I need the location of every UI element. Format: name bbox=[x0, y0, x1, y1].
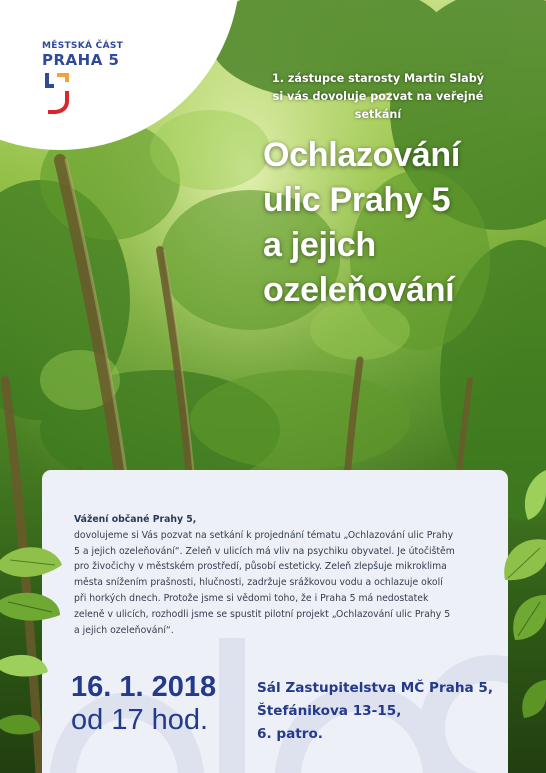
event-date: 16. 1. 2018 bbox=[71, 671, 217, 703]
body-text bbox=[74, 512, 494, 638]
body-line: dovolujeme si Vás pozvat na setkání k projednání tématu „Ochlazování ulic Prahy bbox=[74, 529, 454, 541]
venue-line: Štefánikova 13-15, bbox=[257, 703, 402, 719]
body-line: města snížením prašnosti, hlučnosti, zadržuje srážkovou vodu a ochlazuje okolí bbox=[74, 577, 443, 589]
body-line: zeleně v ulicích, rozhodli jsme se spustit pilotní projekt „Ochlazování ulic Prahy 5 bbox=[74, 608, 451, 620]
praha5-logo-mark-icon bbox=[42, 71, 72, 121]
invitation-line: 1. zástupce starosty Martin Slabý bbox=[271, 72, 485, 85]
title-line: Ochlazování bbox=[263, 136, 460, 174]
body-line: 5 a jejich ozeleňování“. Zeleň v ulicích má vliv na psychiku obyvatel. Je útočištěm bbox=[74, 545, 455, 557]
praha5-logo bbox=[42, 41, 132, 121]
body-line: a jejich ozeleňování“. bbox=[74, 624, 174, 636]
invitation-line: setkání bbox=[354, 108, 402, 121]
greeting: Vážení občané Prahy 5, bbox=[74, 514, 197, 525]
logo-district-label: MĚSTSKÁ ČÁST bbox=[42, 41, 124, 51]
venue-line: 6. patro. bbox=[257, 726, 323, 742]
body-line: při horkých dnech. Protože jsme si vědomi toho, že i Praha 5 má nedostatek bbox=[74, 592, 429, 604]
title-line: ulic Prahy 5 bbox=[263, 181, 451, 219]
info-card bbox=[42, 470, 508, 773]
body-line: pro živočichy v městském prostředí, působí esteticky. Zeleň zlepšuje mikroklima bbox=[74, 561, 447, 573]
event-time: od 17 hod. bbox=[71, 704, 209, 736]
logo-district-name: PRAHA 5 bbox=[42, 51, 120, 69]
event-venue bbox=[257, 677, 493, 746]
title-line: ozeleňování bbox=[263, 271, 455, 309]
poster-title bbox=[263, 133, 460, 313]
venue-line: Sál Zastupitelstva MČ Praha 5, bbox=[257, 680, 494, 696]
title-line: a jejich bbox=[263, 226, 376, 264]
invitation-line: si vás dovoluje pozvat na veřejné bbox=[272, 90, 484, 103]
invitation-text bbox=[238, 70, 518, 124]
event-date-block bbox=[71, 671, 216, 737]
